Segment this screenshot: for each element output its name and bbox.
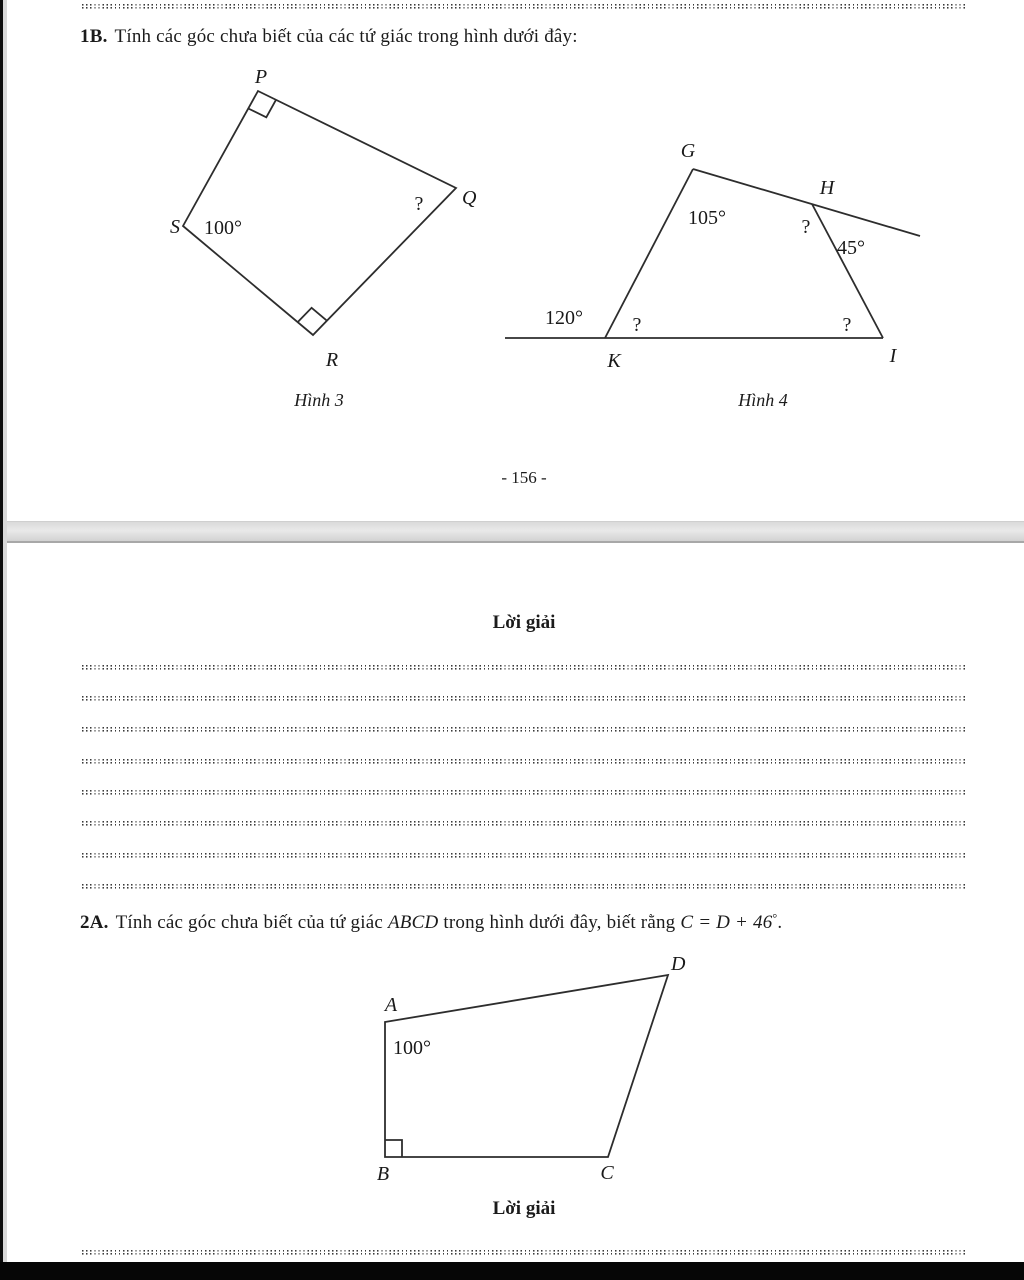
answer-line [82,884,966,889]
problem-1b-number: 1B. [80,26,108,47]
vertex-label-a: A [384,994,398,1016]
problem-2a-statement [80,911,782,934]
figure-caption-hinh3: Hình 3 [294,390,344,410]
angle-value-g: 105° [688,207,726,229]
problem-2a-formula: C = D + 46 [680,912,773,933]
problem-2a-number: 2A. [80,912,109,933]
problem-1b-text: Tính các góc chưa biết của các tứ giác trong hình dưới đây: [114,26,578,47]
page-break-divider [0,521,1024,543]
vertex-label-s: S [170,216,180,238]
vertex-label-k: K [607,350,621,372]
vertex-label-d: D [671,953,686,975]
figure-hinh3 [140,58,480,380]
vertex-label-p: P [254,66,268,88]
vertex-label-q: Q [462,187,477,209]
answer-line [82,759,966,764]
side-k-g [605,169,693,338]
problem-2a-formula-degree: ° [772,911,778,925]
figure-hinh4 [495,130,925,378]
exterior-angle-value-k: 120° [545,307,583,329]
vertex-label-c: C [600,1162,614,1184]
right-angle-mark-b [385,1140,402,1157]
angle-value-s: 100° [204,217,242,239]
solution-heading-2: Lời giải [492,1198,556,1219]
problem-2a-formula-end: . [777,912,783,933]
unknown-angle-k: ? [632,314,642,336]
answer-line [82,696,966,701]
answer-line [82,4,966,9]
vertex-label-h: H [819,177,835,199]
vertex-label-b: B [376,1163,390,1185]
answer-line [82,727,966,732]
problem-2a-text-before: Tính các góc chưa biết của tứ giác [115,912,383,933]
answer-line [82,853,966,858]
exterior-angle-value-h: 45° [837,237,865,259]
left-edge-shadow [3,0,7,1280]
page-number: - 156 - [501,468,547,487]
problem-2a-abcd: ABCD [388,912,439,933]
problem-2a-text-middle: trong hình dưới đây, biết rằng [443,912,676,933]
answer-line [82,790,966,795]
vertex-label-i: I [889,345,897,367]
solution-heading-1: Lời giải [492,612,556,633]
vertex-label-g: G [680,140,696,162]
angle-value-a: 100° [393,1037,431,1059]
problem-1b-statement [80,26,578,48]
answer-line [82,821,966,826]
figure-caption-hinh4: Hình 4 [738,390,788,410]
figure-abcd [365,950,685,1192]
bottom-black-bar [0,1262,1024,1280]
unknown-angle-i: ? [842,314,852,336]
vertex-label-r: R [325,349,339,371]
right-angle-mark-r [298,308,327,322]
unknown-angle-h: ? [801,216,811,238]
answer-line [82,1250,966,1255]
unknown-angle-q: ? [414,193,424,215]
quadrilateral-abcd-outline [385,975,668,1157]
answer-line [82,665,966,670]
